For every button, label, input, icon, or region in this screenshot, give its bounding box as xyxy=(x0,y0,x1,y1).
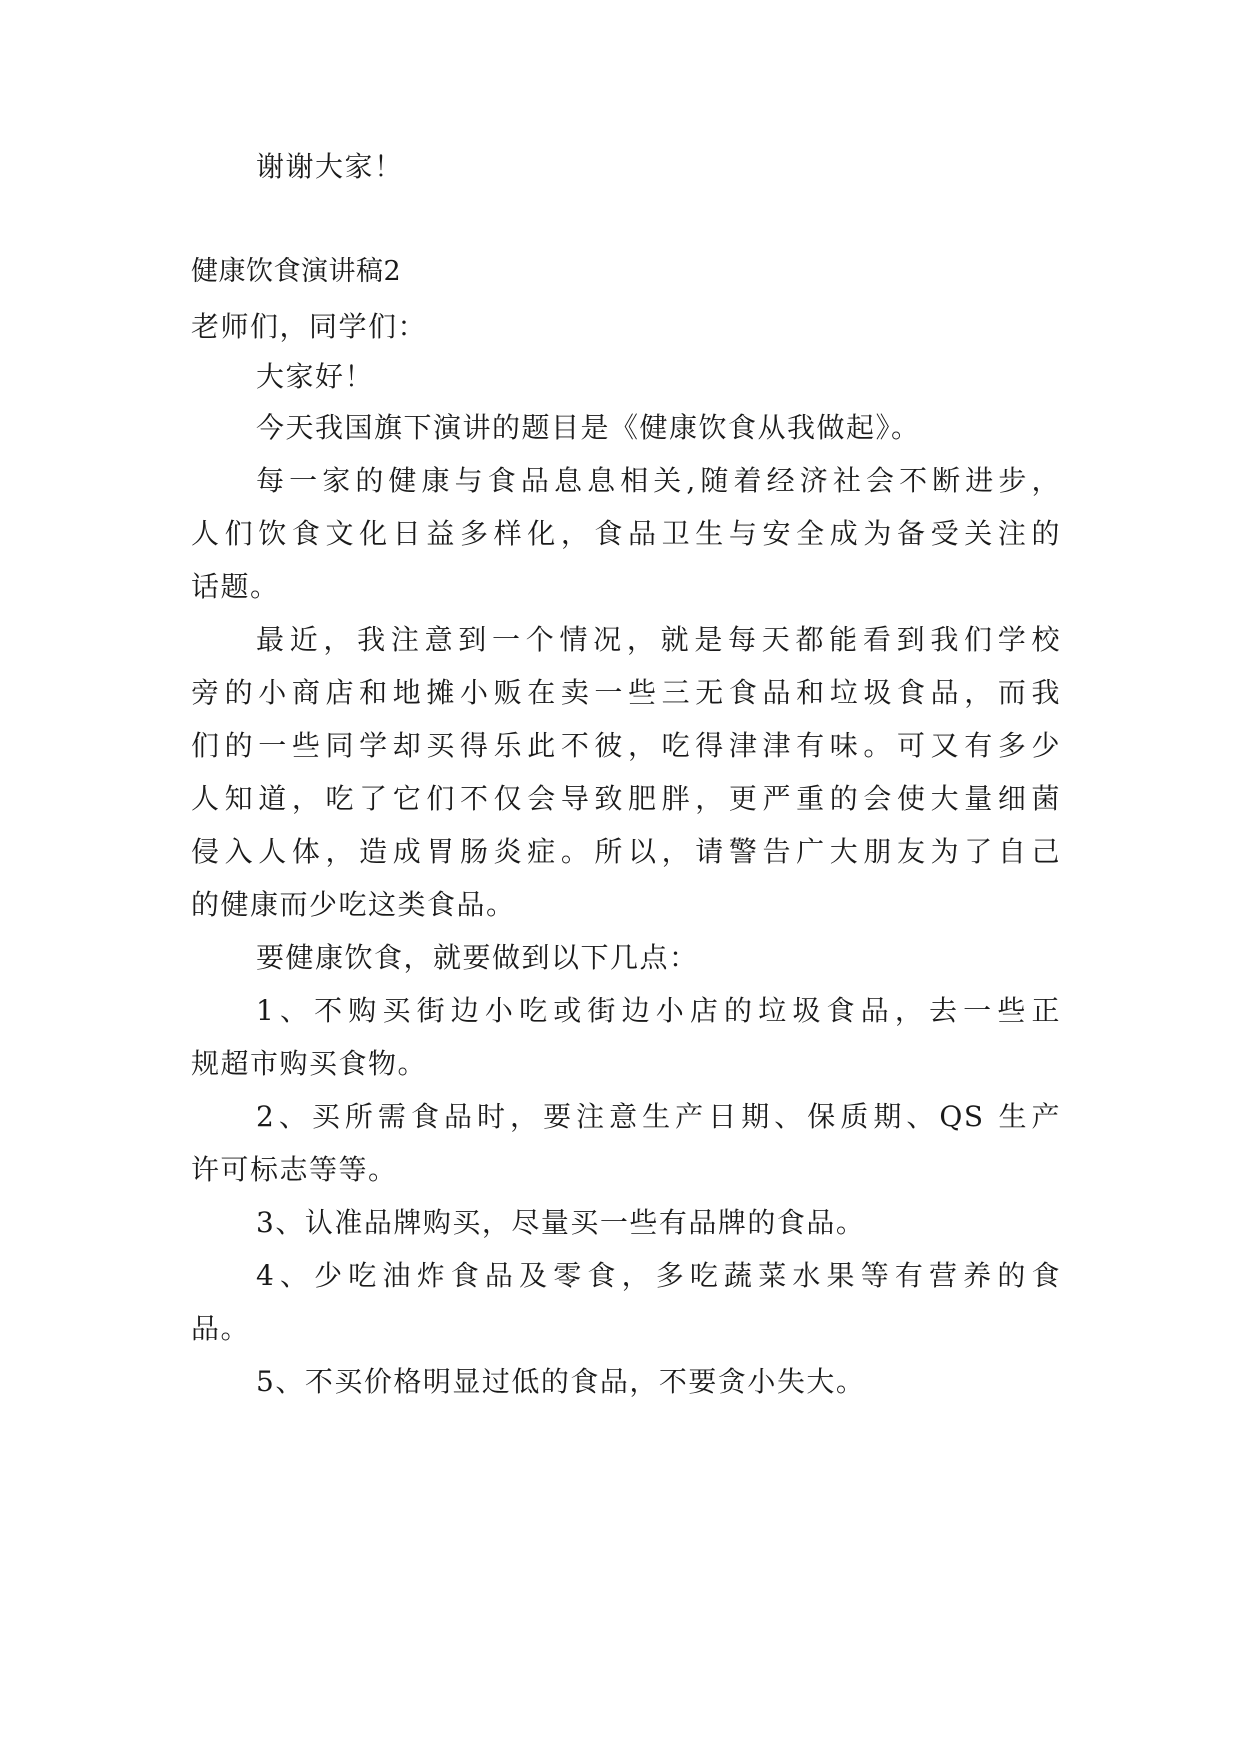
paragraph-topic: 今天我国旗下演讲的题目是《健康饮食从我做起》。 xyxy=(256,411,921,444)
paragraph-3-line-4: 人知道，吃了它们不仅会导致肥胖，更严重的会使大量细菌 xyxy=(191,782,1061,815)
list-item-4-line-1: 4、少吃油炸食品及零食，多吃蔬菜水果等有营养的食 xyxy=(256,1259,1061,1292)
list-item-1-line-1: 1、不购买街边小吃或街边小店的垃圾食品，去一些正 xyxy=(256,994,1061,1027)
paragraph-2-line-3: 话题。 xyxy=(191,570,280,603)
greeting: 大家好！ xyxy=(256,360,375,393)
list-item-5: 5、不买价格明显过低的食品，不要贪小失大。 xyxy=(256,1365,866,1398)
list-item-2-line-1: 2、买所需食品时，要注意生产日期、保质期、QS 生产 xyxy=(256,1100,1061,1133)
list-item-4-line-2: 品。 xyxy=(191,1312,251,1345)
paragraph-2-line-1: 每一家的健康与食品息息相关,随着经济社会不断进步， xyxy=(256,464,1061,497)
salutation: 老师们，同学们： xyxy=(191,310,428,343)
paragraph-3-line-6: 的健康而少吃这类食品。 xyxy=(191,888,516,921)
paragraph-3-line-3: 们的一些同学却买得乐此不彼，吃得津津有味。可又有多少 xyxy=(191,729,1061,762)
paragraph-2-line-2: 人们饮食文化日益多样化，食品卫生与安全成为备受关注的 xyxy=(191,517,1061,550)
document-title: 健康饮食演讲稿2 xyxy=(191,256,402,287)
list-item-1-line-2: 规超市购买食物。 xyxy=(191,1047,428,1080)
list-item-2-line-2: 许可标志等等。 xyxy=(191,1153,398,1186)
paragraph-4: 要健康饮食，就要做到以下几点： xyxy=(256,941,699,974)
paragraph-3-line-1: 最近，我注意到一个情况，就是每天都能看到我们学校 xyxy=(256,623,1061,656)
list-item-3: 3、认准品牌购买，尽量买一些有品牌的食品。 xyxy=(256,1206,866,1239)
paragraph-3-line-5: 侵入人体，造成胃肠炎症。所以，请警告广大朋友为了自己 xyxy=(191,835,1061,868)
paragraph-3-line-2: 旁的小商店和地摊小贩在卖一些三无食品和垃圾食品，而我 xyxy=(191,676,1061,709)
closing-line: 谢谢大家！ xyxy=(256,150,404,183)
